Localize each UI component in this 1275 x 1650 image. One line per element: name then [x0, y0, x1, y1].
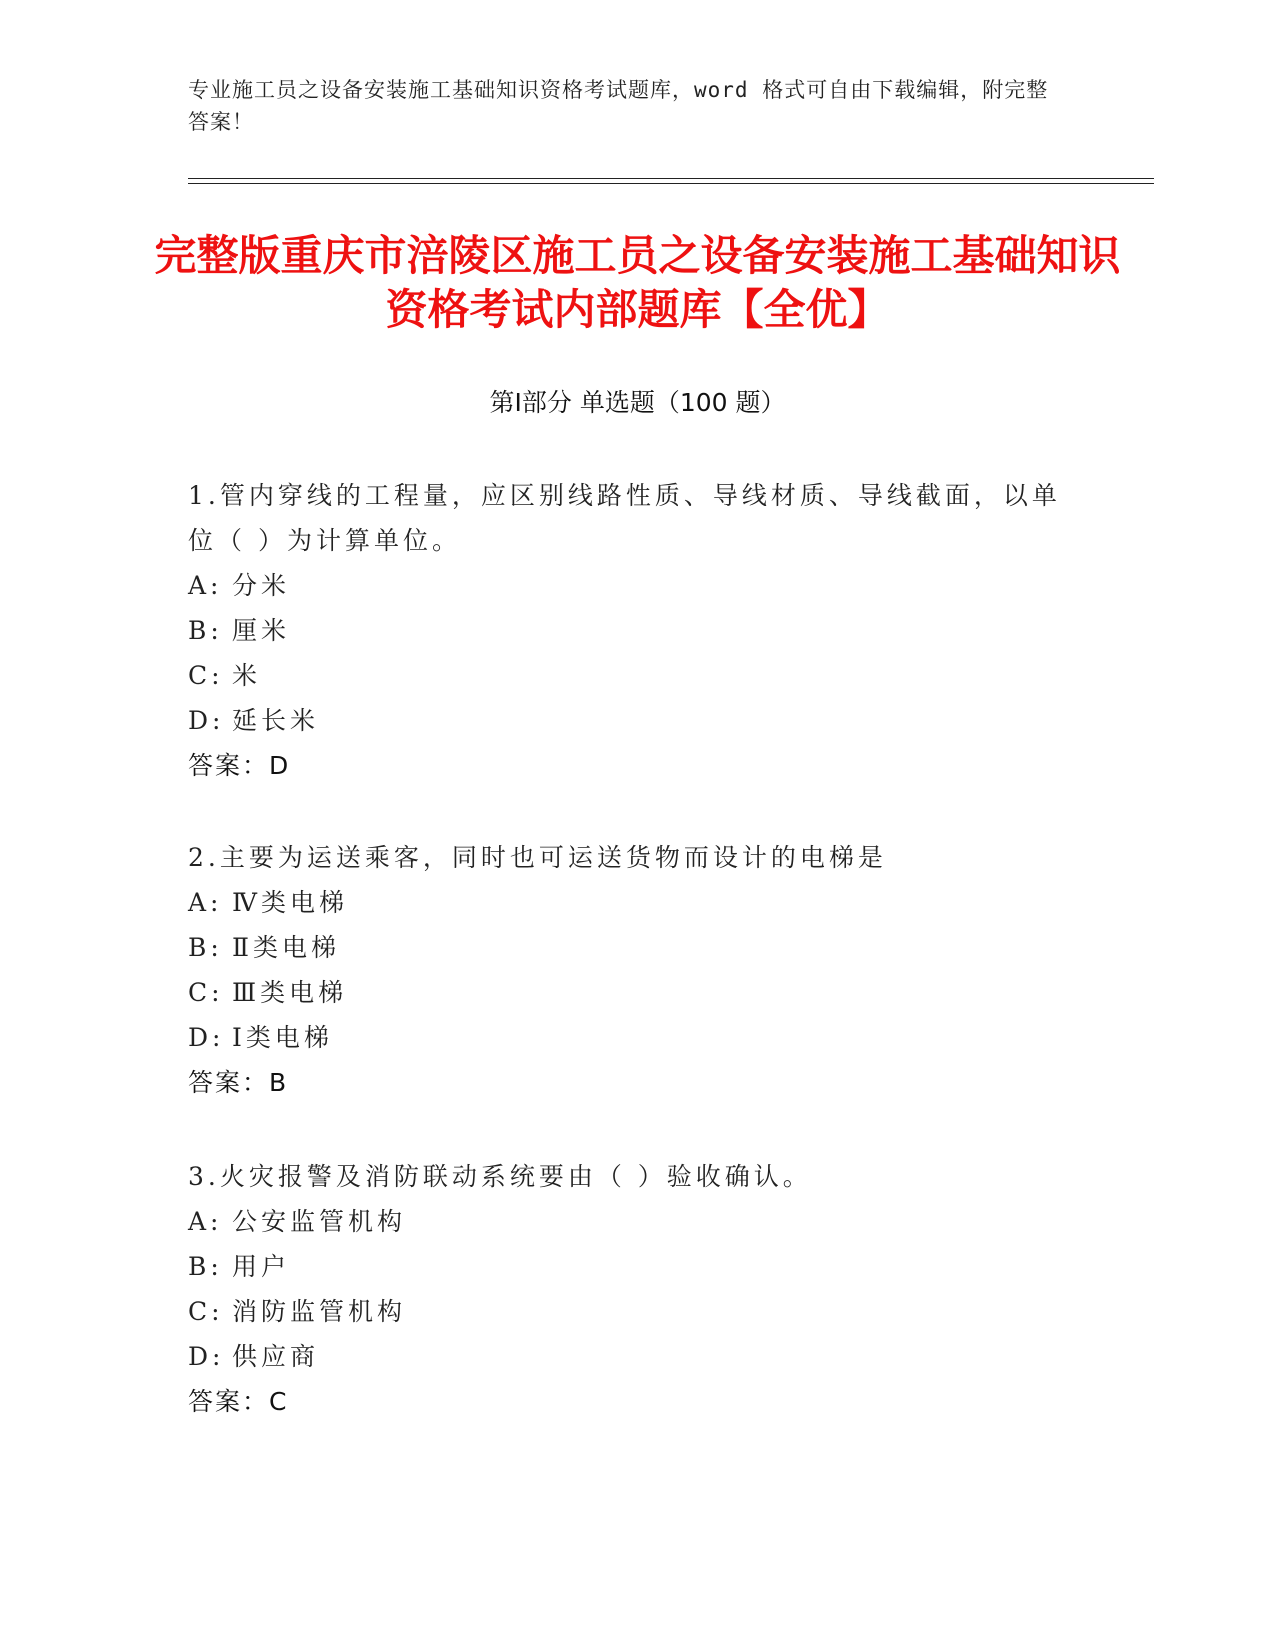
- option-key: D:: [188, 1023, 225, 1052]
- option-text: 米: [232, 661, 262, 690]
- option-b: [188, 925, 1068, 970]
- option-text: 消防监管机构: [232, 1297, 407, 1326]
- document-title: 完整版重庆市涪陵区施工员之设备安装施工基础知识资格考试内部题库【全优】: [154, 231, 1121, 334]
- option-text: 供应商: [232, 1342, 320, 1371]
- option-d: [188, 1334, 1068, 1379]
- option-text: Ⅲ类电梯: [232, 978, 348, 1007]
- option-text: Ⅳ类电梯: [232, 888, 348, 917]
- header-divider-top: [188, 178, 1154, 179]
- option-text: 分米: [232, 571, 291, 600]
- option-b: [188, 1244, 1068, 1289]
- option-text: Ⅱ类电梯: [232, 933, 340, 962]
- option-key: A:: [188, 571, 223, 600]
- question-stem: 1.管内穿线的工程量，应区别线路性质、导线材质、导线截面，以单位（ ）为计算单位。: [188, 481, 1061, 555]
- answer: 答案：C: [188, 1387, 289, 1416]
- question-stem: 3.火灾报警及消防联动系统要由（ ）验收确认。: [188, 1162, 812, 1191]
- option-key: B:: [188, 1252, 223, 1281]
- option-c: [188, 653, 1068, 698]
- question-3: [188, 1154, 1068, 1424]
- option-key: A:: [188, 888, 223, 917]
- option-key: C:: [188, 1297, 224, 1326]
- option-c: [188, 970, 1068, 1015]
- header-divider-bottom: [188, 183, 1154, 184]
- option-text: 厘米: [232, 616, 291, 645]
- option-key: B:: [188, 616, 223, 645]
- option-b: [188, 608, 1068, 653]
- option-a: [188, 563, 1068, 608]
- option-text: Ⅰ类电梯: [232, 1023, 333, 1052]
- option-key: C:: [188, 661, 224, 690]
- answer: 答案：B: [188, 1068, 289, 1097]
- option-key: B:: [188, 933, 223, 962]
- option-d: [188, 698, 1068, 743]
- option-c: [188, 1289, 1068, 1334]
- answer: 答案：D: [188, 751, 291, 780]
- option-text: 公安监管机构: [232, 1207, 407, 1236]
- option-key: D:: [188, 1342, 225, 1371]
- question-stem: 2.主要为运送乘客，同时也可运送货物而设计的电梯是: [188, 843, 887, 872]
- option-d: [188, 1015, 1068, 1060]
- section-title: 第Ⅰ部分 单选题（100 题）: [489, 388, 786, 417]
- option-a: [188, 880, 1068, 925]
- option-text: 延长米: [232, 706, 320, 735]
- option-key: D:: [188, 706, 225, 735]
- option-key: C:: [188, 978, 224, 1007]
- option-a: [188, 1199, 1068, 1244]
- question-1: [188, 473, 1068, 788]
- option-text: 用户: [232, 1252, 291, 1281]
- header-note: 专业施工员之设备安装施工基础知识资格考试题库，word 格式可自由下载编辑，附完整答案！: [188, 78, 1049, 134]
- option-key: A:: [188, 1207, 223, 1236]
- question-2: [188, 835, 1068, 1105]
